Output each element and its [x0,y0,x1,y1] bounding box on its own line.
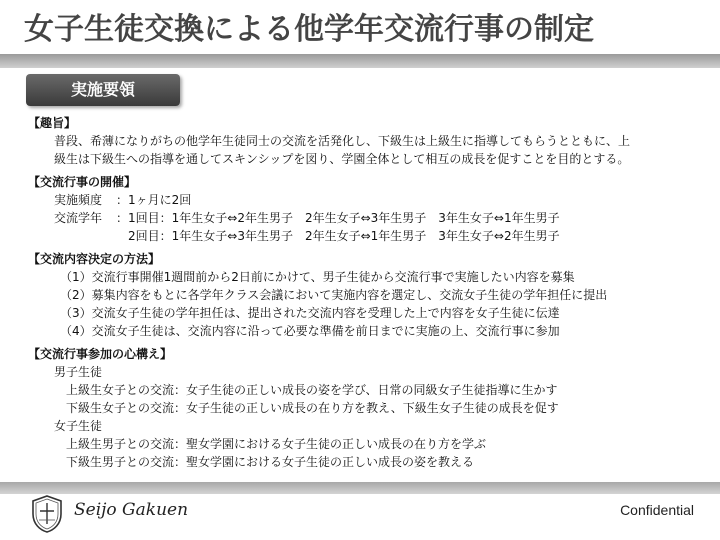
school-crest-icon [30,494,64,534]
section-tab: 実施要領 [26,74,180,106]
grade-row-2 [28,227,698,245]
grade-round-1: 1回目：1年生女子⇔2年生男子 2年生女子⇔3年生男子 3年生女子⇔1年生男子 [128,211,560,225]
boys-label: 男子生徒 [54,365,103,379]
frequency-row [28,191,698,209]
grade-row [28,209,698,227]
girls-item: 上級生男子との交流：聖女学園における女子生徒の正しい成長の在り方を学ぶ [66,437,487,451]
purpose-section [28,114,698,168]
event-heading: 【交流行事の開催】 [28,175,137,189]
frequency-value: 1ヶ月に2回 [128,193,192,207]
boys-item: 上級生女子との交流：女子生徒の正しい成長の姿を学び、日常の同級女子生徒指導に生かす [66,383,558,397]
title-divider [0,54,720,68]
main-content [28,114,698,476]
purpose-body [28,132,698,168]
girls-label: 女子生徒 [54,419,103,433]
attitude-heading: 【交流行事参加の心構え】 [28,347,173,361]
boys-item: 下級生女子との交流：女子生徒の正しい成長の在り方を教え、下級生女子生徒の成長を促す [66,401,559,415]
confidential-label: Confidential [620,502,694,518]
girls-item: 下級生男子との交流：聖女学園における女子生徒の正しい成長の姿を教える [66,455,475,469]
grade-round-2: 2回目：1年生女子⇔3年生男子 2年生女子⇔1年生男子 3年生女子⇔2年生男子 [128,229,560,243]
grade-label: 交流学年 [54,211,103,225]
method-heading: 【交流内容決定の方法】 [28,252,161,266]
method-step: （2）募集内容をもとに各学年クラス会議において実施内容を選定し、交流女子生徒の学年担任に提出 [60,288,608,302]
colon: ： [116,193,129,207]
method-step: （1）交流行事開催1週間前から2日前にかけて、男子生徒から交流行事で実施したい内容を募集 [60,270,575,284]
event-section [28,173,698,245]
colon: ： [116,211,129,225]
method-step: （3）交流女子生徒の学年担任は、提出された交流内容を受理した上で内容を女子生徒に伝達 [60,306,560,320]
footer-divider [0,482,720,494]
purpose-line: 普段、希薄になりがちの他学年生徒同士の交流を活発化し、下級生は上級生に指導してもらうとともに、上 [54,134,631,148]
method-section [28,250,698,340]
method-step: （4）交流女子生徒は、交流内容に沿って必要な準備を前日までに実施の上、交流行事に参加 [60,324,560,338]
page-title: 女子生徒交換による他学年交流行事の制定 [24,12,594,47]
purpose-line: 級生は下級生への指導を通してスキンシップを図り、学園全体として相互の成長を促すことを目的とする。 [54,152,630,166]
frequency-label: 実施頻度 [54,193,103,207]
purpose-heading: 【趣旨】 [28,116,77,130]
school-name: Seijo Gakuen [74,500,189,520]
attitude-section [28,345,698,471]
